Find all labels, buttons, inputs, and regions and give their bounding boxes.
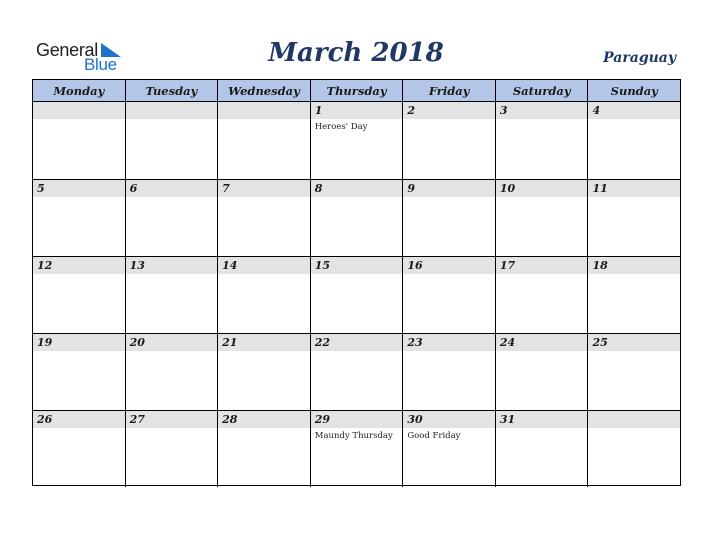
calendar-grid bbox=[32, 79, 681, 486]
day-cell bbox=[310, 411, 403, 487]
weekday-header: Wednesday bbox=[217, 80, 310, 101]
day-cell bbox=[587, 257, 680, 333]
holiday-label: Heroes' Day bbox=[314, 122, 368, 132]
day-number: 6 bbox=[129, 182, 138, 195]
day-number: 1 bbox=[314, 104, 323, 117]
day-cell bbox=[310, 334, 403, 410]
day-cell bbox=[495, 180, 588, 256]
day-cell bbox=[217, 257, 310, 333]
day-number-bar bbox=[588, 102, 680, 119]
calendar-week-row bbox=[33, 333, 680, 410]
day-cell bbox=[217, 411, 310, 487]
day-number-bar bbox=[33, 180, 125, 197]
day-cell bbox=[125, 334, 218, 410]
day-number-bar bbox=[126, 180, 218, 197]
day-number: 9 bbox=[407, 182, 415, 195]
day-cell bbox=[587, 334, 680, 410]
day-number: 23 bbox=[407, 336, 423, 349]
day-number: 29 bbox=[314, 413, 331, 426]
day-number: 21 bbox=[222, 336, 238, 349]
day-number: 14 bbox=[222, 259, 238, 272]
day-cell bbox=[125, 411, 218, 487]
day-cell bbox=[33, 334, 125, 410]
day-number-bar bbox=[218, 180, 310, 197]
calendar-week-row bbox=[33, 256, 680, 333]
day-number: 19 bbox=[37, 336, 53, 349]
day-number: 4 bbox=[592, 104, 601, 117]
calendar-weeks bbox=[33, 102, 680, 487]
weekday-header: Monday bbox=[53, 84, 105, 98]
day-cell bbox=[217, 180, 310, 256]
day-number: 15 bbox=[314, 259, 331, 272]
day-cell bbox=[310, 180, 403, 256]
day-number-bar bbox=[496, 102, 588, 119]
logo-text-blue: Blue bbox=[84, 55, 117, 74]
day-number: 22 bbox=[314, 336, 331, 349]
day-number: 10 bbox=[499, 182, 516, 195]
day-cell bbox=[495, 257, 588, 333]
day-number: 7 bbox=[222, 182, 230, 195]
day-number: 16 bbox=[407, 259, 423, 272]
calendar-week-row bbox=[33, 410, 680, 487]
day-number: 12 bbox=[37, 259, 53, 272]
day-number: 20 bbox=[129, 336, 145, 349]
day-number: 3 bbox=[499, 104, 508, 117]
country-name: Paraguay bbox=[603, 50, 676, 66]
day-cell bbox=[125, 257, 218, 333]
day-cell bbox=[125, 180, 218, 256]
day-cell bbox=[310, 257, 403, 333]
day-cell bbox=[587, 411, 680, 487]
day-cell bbox=[402, 334, 495, 410]
day-number: 30 bbox=[407, 413, 423, 426]
day-number-bar bbox=[403, 102, 495, 119]
day-cell bbox=[402, 257, 495, 333]
day-number-bar bbox=[218, 102, 310, 119]
day-cell bbox=[587, 102, 680, 179]
day-cell bbox=[495, 102, 588, 179]
day-number: 25 bbox=[592, 336, 608, 349]
weekday-header: Tuesday bbox=[125, 80, 218, 101]
day-number: 31 bbox=[499, 413, 516, 426]
weekday-header-row bbox=[33, 80, 680, 102]
day-number: 13 bbox=[129, 259, 145, 272]
weekday-header: Sunday bbox=[587, 80, 680, 101]
day-number: 5 bbox=[37, 182, 45, 195]
day-cell bbox=[33, 102, 125, 179]
day-number: 26 bbox=[37, 413, 53, 426]
day-cell bbox=[495, 411, 588, 487]
day-number-bar bbox=[311, 102, 403, 119]
day-number: 24 bbox=[499, 336, 516, 349]
calendar-week-row bbox=[33, 102, 680, 179]
day-cell bbox=[310, 102, 403, 179]
day-number: 18 bbox=[592, 259, 608, 272]
day-cell bbox=[217, 102, 310, 179]
day-cell bbox=[33, 257, 125, 333]
weekday-header: Saturday bbox=[495, 80, 588, 101]
day-number: 17 bbox=[499, 259, 516, 272]
weekday-header: Thursday bbox=[310, 80, 403, 101]
day-cell bbox=[495, 334, 588, 410]
day-number: 11 bbox=[592, 182, 608, 195]
weekday-header: Friday bbox=[402, 80, 495, 101]
calendar-week-row bbox=[33, 179, 680, 256]
day-cell bbox=[33, 180, 125, 256]
day-cell bbox=[587, 180, 680, 256]
holiday-label: Maundy Thursday bbox=[314, 431, 393, 441]
day-cell bbox=[402, 102, 495, 179]
logo-text-general: General bbox=[36, 40, 98, 60]
day-number: 2 bbox=[407, 104, 415, 117]
day-cell bbox=[33, 411, 125, 487]
day-number-bar bbox=[588, 411, 680, 428]
day-number-bar bbox=[311, 180, 403, 197]
day-number-bar bbox=[126, 102, 218, 119]
day-number: 8 bbox=[314, 182, 323, 195]
day-cell bbox=[402, 180, 495, 256]
day-number: 28 bbox=[222, 413, 238, 426]
day-number-bar bbox=[33, 102, 125, 119]
day-number: 27 bbox=[129, 413, 145, 426]
holiday-label: Good Friday bbox=[407, 431, 461, 441]
day-cell bbox=[402, 411, 495, 487]
calendar-title: March 2018 bbox=[268, 38, 444, 68]
day-number-bar bbox=[403, 180, 495, 197]
day-cell bbox=[125, 102, 218, 179]
day-cell bbox=[217, 334, 310, 410]
